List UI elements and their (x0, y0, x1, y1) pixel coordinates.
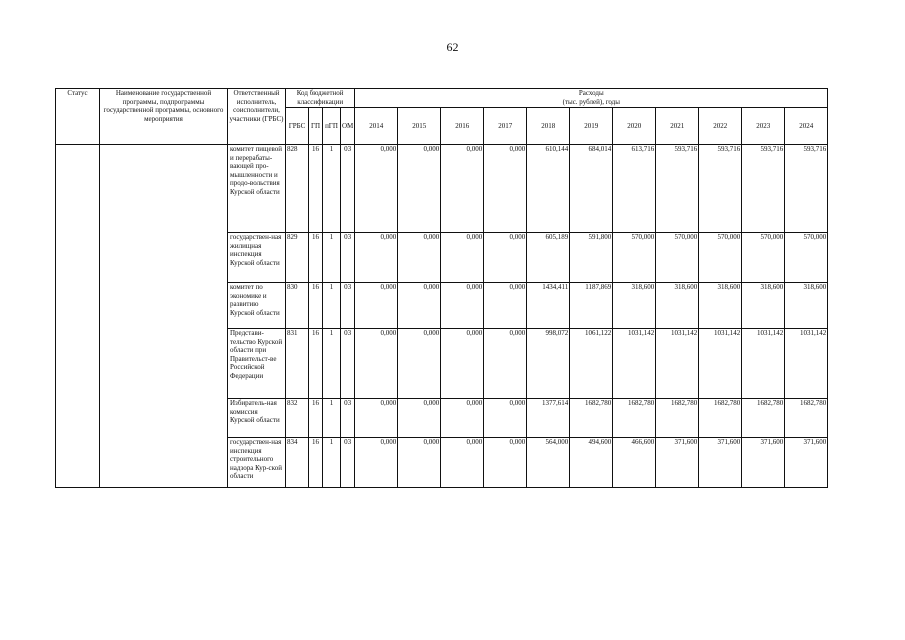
code-om: 03 (341, 399, 355, 438)
executor-name: Избиратель-ная комиссия Курской области (228, 399, 286, 438)
expense-value: 318,600 (785, 283, 828, 329)
expense-value: 0,000 (398, 438, 441, 488)
header-year: 2023 (742, 108, 785, 145)
expense-value: 494,600 (570, 438, 613, 488)
executor-name: Представи-тельство Курской области при Правительст-ве Российской Федерации (228, 329, 286, 399)
code-gp: 16 (309, 329, 323, 399)
executor-name: комитет пищевой и перерабаты-вающей про-мышленности и продо-вольствия Курской области (228, 145, 286, 233)
code-om: 03 (341, 233, 355, 283)
expense-value: 613,716 (613, 145, 656, 233)
expense-value: 0,000 (484, 145, 527, 233)
expense-value: 0,000 (355, 438, 398, 488)
expense-value: 1682,780 (742, 399, 785, 438)
code-pgp: 1 (323, 145, 341, 233)
expense-value: 1187,869 (570, 283, 613, 329)
executor-name: комитет по экономике и развитию Курской области (228, 283, 286, 329)
expense-value: 570,000 (613, 233, 656, 283)
expense-value: 318,600 (656, 283, 699, 329)
expense-value: 0,000 (484, 399, 527, 438)
table-row (56, 145, 828, 233)
expense-value: 0,000 (398, 283, 441, 329)
status-cell (56, 145, 100, 488)
code-pgp: 1 (323, 283, 341, 329)
expense-value: 605,189 (527, 233, 570, 283)
expense-value: 1061,122 (570, 329, 613, 399)
code-pgp: 1 (323, 329, 341, 399)
expense-value: 371,600 (742, 438, 785, 488)
expense-value: 318,600 (699, 283, 742, 329)
header-status: Статус (56, 89, 100, 145)
header-code-col: ОМ (341, 108, 355, 145)
code-grbs: 832 (286, 399, 309, 438)
header-year: 2016 (441, 108, 484, 145)
header-year: 2015 (398, 108, 441, 145)
expense-value: 1031,142 (613, 329, 656, 399)
expense-value: 0,000 (355, 145, 398, 233)
expense-value: 1682,780 (699, 399, 742, 438)
expense-value: 570,000 (656, 233, 699, 283)
header-name: Наименование государственной программы, подпрограммы государственной программы, основного мероприятия (100, 89, 228, 145)
expense-value: 570,000 (699, 233, 742, 283)
expense-value: 1031,142 (785, 329, 828, 399)
expense-value: 371,600 (699, 438, 742, 488)
header-year: 2020 (613, 108, 656, 145)
expense-value: 1682,780 (570, 399, 613, 438)
expense-value: 1434,411 (527, 283, 570, 329)
expense-value: 371,600 (656, 438, 699, 488)
header-expenses-title: Расходы (578, 89, 604, 97)
code-gp: 16 (309, 233, 323, 283)
code-gp: 16 (309, 283, 323, 329)
code-om: 03 (341, 329, 355, 399)
header-code-col: пГП (323, 108, 341, 145)
expense-value: 0,000 (441, 283, 484, 329)
header-expenses-unit: (тыс. рублей), годы (562, 97, 620, 106)
header-code-col: ГП (309, 108, 323, 145)
expense-value: 593,716 (785, 145, 828, 233)
budget-table (55, 88, 828, 488)
code-om: 03 (341, 438, 355, 488)
code-grbs: 830 (286, 283, 309, 329)
header-budget-code: Код бюджетной классификации (286, 89, 355, 108)
expense-value: 0,000 (398, 145, 441, 233)
expense-value: 0,000 (398, 329, 441, 399)
expense-value: 1682,780 (613, 399, 656, 438)
header-year: 2024 (785, 108, 828, 145)
code-pgp: 1 (323, 438, 341, 488)
code-pgp: 1 (323, 233, 341, 283)
expense-value: 1031,142 (742, 329, 785, 399)
header-year: 2019 (570, 108, 613, 145)
code-gp: 16 (309, 399, 323, 438)
header-year: 2021 (656, 108, 699, 145)
expense-value: 610,144 (527, 145, 570, 233)
expense-value: 1031,142 (656, 329, 699, 399)
header-expenses (355, 89, 828, 108)
expense-value: 0,000 (484, 438, 527, 488)
expense-value: 466,600 (613, 438, 656, 488)
expense-value: 318,600 (613, 283, 656, 329)
code-gp: 16 (309, 145, 323, 233)
expense-value: 684,014 (570, 145, 613, 233)
expense-value: 593,716 (656, 145, 699, 233)
header-year: 2014 (355, 108, 398, 145)
expense-value: 564,000 (527, 438, 570, 488)
code-grbs: 831 (286, 329, 309, 399)
expense-value: 0,000 (355, 283, 398, 329)
code-grbs: 829 (286, 233, 309, 283)
expense-value: 0,000 (484, 329, 527, 399)
code-gp: 16 (309, 438, 323, 488)
program-name-cell (100, 145, 228, 488)
expense-value: 0,000 (398, 233, 441, 283)
expense-value: 570,000 (742, 233, 785, 283)
header-year: 2022 (699, 108, 742, 145)
code-grbs: 828 (286, 145, 309, 233)
expense-value: 0,000 (484, 233, 527, 283)
executor-name: государствен-ная жилищная инспекция Курской области (228, 233, 286, 283)
expense-value: 0,000 (441, 233, 484, 283)
header-year: 2017 (484, 108, 527, 145)
expense-value: 1031,142 (699, 329, 742, 399)
expense-value: 570,000 (785, 233, 828, 283)
expense-value: 0,000 (355, 399, 398, 438)
expense-value: 0,000 (484, 283, 527, 329)
expense-value: 0,000 (441, 438, 484, 488)
expense-value: 1682,780 (656, 399, 699, 438)
executor-name: государствен-ная инспекция строительного надзора Кур-ской области (228, 438, 286, 488)
expense-value: 1682,780 (785, 399, 828, 438)
header-year: 2018 (527, 108, 570, 145)
header-code-col: ГРБС (286, 108, 309, 145)
expense-value: 591,800 (570, 233, 613, 283)
code-grbs: 834 (286, 438, 309, 488)
expense-value: 0,000 (441, 399, 484, 438)
expense-value: 998,072 (527, 329, 570, 399)
expense-value: 0,000 (355, 233, 398, 283)
expense-value: 318,600 (742, 283, 785, 329)
code-om: 03 (341, 283, 355, 329)
code-om: 03 (341, 145, 355, 233)
code-pgp: 1 (323, 399, 341, 438)
expense-value: 0,000 (355, 329, 398, 399)
page-number: 62 (446, 40, 459, 54)
expense-value: 0,000 (398, 399, 441, 438)
expense-value: 1377,614 (527, 399, 570, 438)
expense-value: 593,716 (742, 145, 785, 233)
expense-value: 371,600 (785, 438, 828, 488)
expense-value: 593,716 (699, 145, 742, 233)
header-executor: Ответственный исполнитель, соисполнители, участники (ГРБС) (228, 89, 286, 145)
expense-value: 0,000 (441, 329, 484, 399)
expense-value: 0,000 (441, 145, 484, 233)
